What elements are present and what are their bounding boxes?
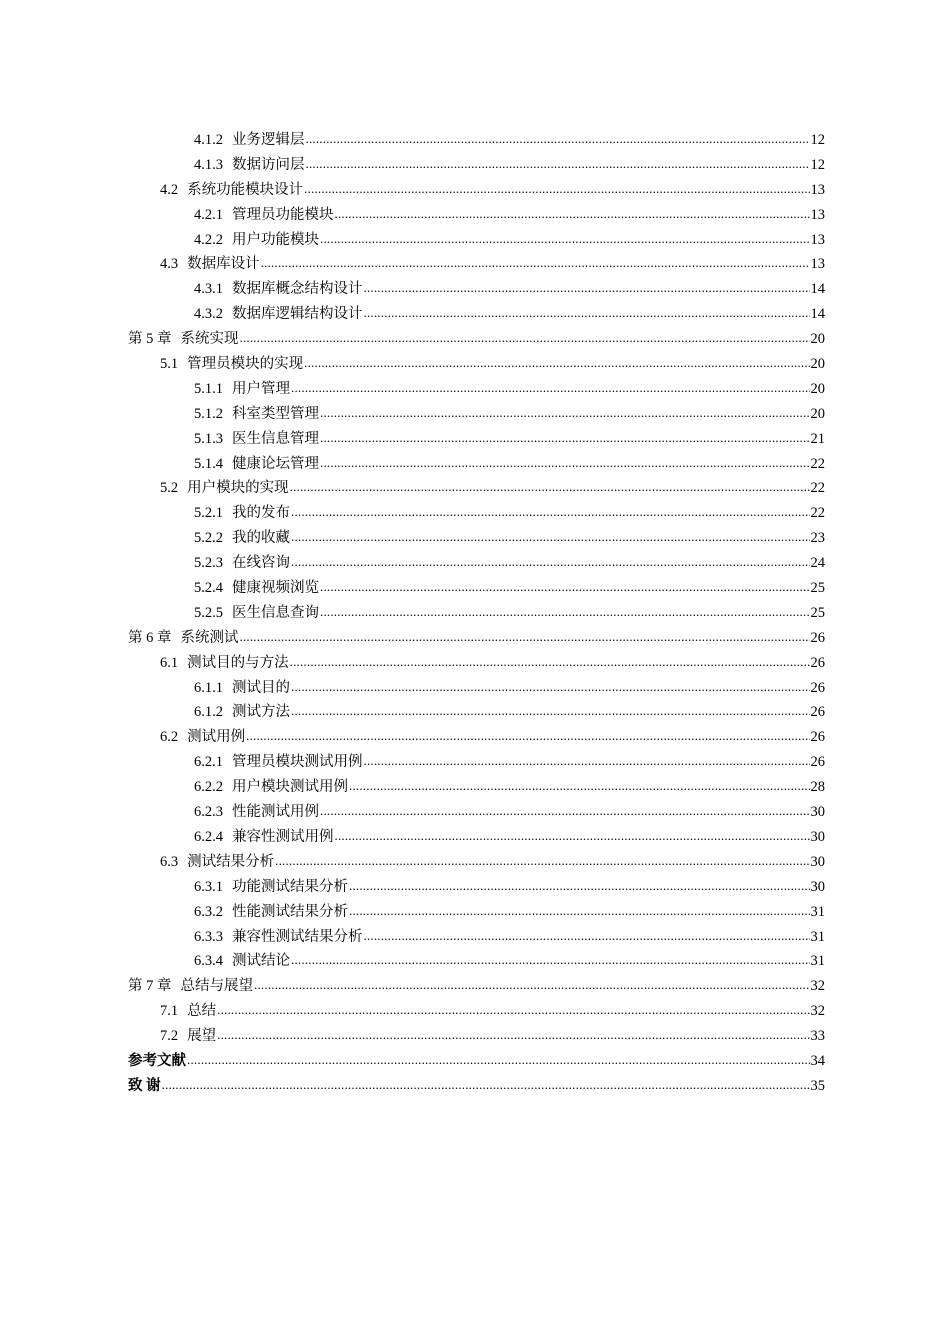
toc-entry-number: 第 6 章 (128, 629, 172, 646)
toc-entry-title: 医生信息管理 (232, 430, 319, 447)
toc-entry-title: 系统功能模块设计 (187, 181, 304, 198)
toc-entry-number: 5.2.1 (194, 505, 223, 522)
toc-entry[interactable] (128, 1074, 825, 1099)
toc-entry[interactable] (128, 327, 825, 352)
toc-entry-page-number: 30 (810, 878, 825, 895)
toc-entry-number: 4.1.3 (194, 156, 223, 173)
toc-dot-leader (304, 351, 809, 376)
toc-dot-leader (240, 625, 810, 650)
toc-entry[interactable] (128, 427, 825, 452)
toc-entry-title: 我的收藏 (232, 530, 290, 547)
toc-entry[interactable] (128, 551, 825, 576)
toc-entry-page-number: 30 (810, 853, 825, 870)
toc-entry-title: 测试用例 (187, 729, 246, 746)
toc-entry-page-number: 13 (810, 231, 825, 248)
toc-entry-page-number: 21 (810, 430, 825, 447)
toc-dot-leader (364, 301, 810, 326)
toc-entry-page-number: 20 (810, 356, 825, 373)
toc-entry-title: 兼容性测试结果分析 (232, 928, 363, 945)
toc-entry-title: 在线咨询 (232, 555, 290, 572)
toc-entry-page-number: 31 (810, 953, 825, 970)
toc-entry-title: 用户功能模块 (232, 231, 319, 248)
toc-dot-leader (254, 973, 810, 998)
toc-entry-page-number: 25 (810, 604, 825, 621)
toc-entry[interactable] (128, 676, 825, 701)
toc-dot-leader (290, 650, 810, 675)
toc-entry-page-number: 32 (810, 1003, 825, 1020)
toc-entry-page-number: 20 (810, 331, 825, 348)
toc-entry-title: 用户模块的实现 (187, 480, 289, 497)
toc-entry-title: 管理员功能模块 (232, 206, 334, 223)
toc-dot-leader (364, 276, 810, 301)
toc-entry-title: 展望 (187, 1028, 217, 1045)
toc-entry-page-number: 26 (810, 729, 825, 746)
toc-dot-leader (349, 899, 810, 924)
toc-entry[interactable] (128, 178, 825, 203)
toc-entry-title: 系统实现 (180, 331, 239, 348)
toc-entry-page-number: 25 (810, 580, 825, 597)
toc-entry-number: 4.3.2 (194, 306, 223, 323)
toc-entry-page-number: 22 (810, 455, 825, 472)
toc-dot-leader (349, 774, 810, 799)
toc-entry[interactable] (128, 1049, 825, 1074)
toc-entry-title: 数据访问层 (232, 156, 305, 173)
toc-entry-page-number: 13 (810, 256, 825, 273)
toc-entry-page-number: 26 (810, 654, 825, 671)
toc-entry[interactable] (128, 476, 825, 501)
toc-entry-number: 第 7 章 (128, 978, 172, 995)
toc-dot-leader (240, 326, 810, 351)
toc-entry[interactable] (128, 576, 825, 601)
toc-entry-page-number: 31 (810, 903, 825, 920)
toc-dot-leader (291, 550, 810, 575)
toc-entry-number: 5.1.2 (194, 405, 223, 422)
toc-entry-page-number: 24 (810, 555, 825, 572)
toc-entry-title: 科室类型管理 (232, 405, 319, 422)
toc-entry[interactable] (128, 228, 825, 253)
toc-entry-number: 6.2.1 (194, 754, 223, 771)
toc-entry[interactable] (128, 203, 825, 228)
toc-entry-page-number: 12 (810, 132, 825, 148)
toc-entry-number: 6.2.2 (194, 779, 223, 796)
toc-dot-leader (304, 177, 809, 202)
toc-entry-title: 致 谢 (128, 1077, 161, 1094)
toc-dot-leader (217, 1023, 809, 1048)
toc-entry-page-number: 14 (810, 306, 825, 323)
toc-entry[interactable] (128, 1024, 825, 1049)
toc-entry[interactable] (128, 925, 825, 950)
toc-entry-page-number: 30 (810, 804, 825, 821)
toc-dot-leader (364, 924, 810, 949)
toc-entry[interactable] (128, 601, 825, 626)
toc-entry-page-number: 23 (810, 530, 825, 547)
toc-entry-number: 7.1 (160, 1003, 179, 1020)
toc-entry-number: 第 5 章 (128, 331, 172, 348)
toc-entry-number: 5.2.3 (194, 555, 223, 572)
toc-entry[interactable] (128, 900, 825, 925)
toc-entry[interactable] (128, 949, 825, 974)
toc-entry-title: 健康论坛管理 (232, 455, 319, 472)
toc-entry-title: 用户管理 (232, 380, 290, 397)
toc-entry-number: 5.1.1 (194, 380, 223, 397)
toc-entry[interactable] (128, 875, 825, 900)
toc-entry[interactable] (128, 352, 825, 377)
toc-entry-title: 测试结论 (232, 953, 290, 970)
toc-dot-leader (306, 127, 810, 152)
toc-dot-leader (291, 376, 810, 401)
toc-entry-number: 5.1.3 (194, 430, 223, 447)
toc-entry-title: 业务逻辑层 (232, 132, 305, 148)
toc-entry-title: 管理员模块测试用例 (232, 754, 363, 771)
toc-entry-page-number: 22 (810, 480, 825, 497)
toc-entry-number: 4.2.1 (194, 206, 223, 223)
toc-entry-number: 6.2.3 (194, 804, 223, 821)
toc-entry-number: 7.2 (160, 1028, 179, 1045)
toc-dot-leader (320, 575, 810, 600)
toc-entry-number: 6.3.2 (194, 903, 223, 920)
toc-entry-number: 5.1.4 (194, 455, 223, 472)
toc-entry-number: 6.1 (160, 654, 179, 671)
toc-entry-number: 4.3.1 (194, 281, 223, 298)
toc-dot-leader (275, 849, 809, 874)
toc-entry-number: 6.3 (160, 853, 179, 870)
toc-entry[interactable] (128, 153, 825, 178)
toc-dot-leader (291, 525, 810, 550)
toc-dot-leader (187, 1048, 810, 1073)
toc-entry[interactable] (128, 825, 825, 850)
toc-entry[interactable] (128, 402, 825, 427)
toc-entry-title: 测试结果分析 (187, 853, 275, 870)
toc-entry-title: 参考文献 (128, 1052, 186, 1069)
toc-entry-title: 总结 (187, 1003, 217, 1020)
toc-entry-title: 测试目的 (232, 679, 290, 696)
toc-entry-number: 5.2 (160, 480, 179, 497)
toc-entry-title: 管理员模块的实现 (187, 356, 304, 373)
toc-entry-page-number: 12 (810, 156, 825, 173)
toc-dot-leader (261, 251, 810, 276)
toc-entry-title: 测试目的与方法 (187, 654, 289, 671)
toc-entry-number: 5.1 (160, 356, 179, 373)
toc-entry[interactable] (128, 725, 825, 750)
toc-entry-title: 数据库逻辑结构设计 (232, 306, 363, 323)
toc-entry-title: 功能测试结果分析 (232, 878, 348, 895)
toc-dot-leader (320, 799, 810, 824)
toc-entry-page-number: 22 (810, 505, 825, 522)
toc-entry[interactable] (128, 252, 825, 277)
toc-entry[interactable] (128, 651, 825, 676)
toc-dot-leader (290, 475, 810, 500)
toc-dot-leader (349, 874, 810, 899)
toc-entry-title: 我的发布 (232, 505, 290, 522)
toc-entry-page-number: 13 (810, 181, 825, 198)
toc-entry[interactable] (128, 626, 825, 651)
toc-entry-title: 测试方法 (232, 704, 290, 721)
toc-entry-number: 6.2 (160, 729, 179, 746)
toc-entry-page-number: 20 (810, 405, 825, 422)
toc-entry-number: 4.2 (160, 181, 179, 198)
toc-entry-number: 6.3.1 (194, 878, 223, 895)
toc-entry-page-number: 35 (810, 1077, 825, 1094)
toc-entry-page-number: 26 (810, 679, 825, 696)
toc-dot-leader (217, 998, 809, 1023)
toc-entry-number: 6.3.3 (194, 928, 223, 945)
toc-entry-number: 4.3 (160, 256, 179, 273)
toc-entry-number: 6.3.4 (194, 953, 223, 970)
toc-entry[interactable] (128, 302, 825, 327)
toc-entry-title: 健康视频浏览 (232, 580, 319, 597)
toc-entry-page-number: 34 (810, 1052, 825, 1069)
toc-dot-leader (320, 227, 810, 252)
toc-entry-page-number: 28 (810, 779, 825, 796)
toc-entry[interactable] (128, 775, 825, 800)
toc-dot-leader (335, 202, 810, 227)
toc-entry-number: 5.2.2 (194, 530, 223, 547)
toc-entry-page-number: 13 (810, 206, 825, 223)
toc-entry-title: 系统测试 (180, 629, 239, 646)
toc-entry-page-number: 14 (810, 281, 825, 298)
toc-entry-page-number: 32 (810, 978, 825, 995)
toc-entry-page-number: 20 (810, 380, 825, 397)
toc-entry-title: 总结与展望 (180, 978, 253, 995)
toc-dot-leader (291, 500, 810, 525)
toc-dot-leader (291, 948, 810, 973)
toc-entry[interactable] (128, 128, 825, 153)
toc-entry-number: 6.2.4 (194, 828, 223, 845)
toc-entry-number: 4.1.2 (194, 132, 223, 148)
toc-entry[interactable] (128, 999, 825, 1024)
toc-entry-title: 用户模块测试用例 (232, 779, 348, 796)
toc-entry-title: 性能测试用例 (232, 804, 319, 821)
toc-entry-number: 6.1.2 (194, 704, 223, 721)
toc-entry[interactable] (128, 750, 825, 775)
toc-entry-title: 兼容性测试用例 (232, 828, 334, 845)
table-of-contents (128, 128, 825, 1099)
toc-dot-leader (335, 824, 810, 849)
toc-entry[interactable] (128, 974, 825, 999)
toc-entry[interactable] (128, 501, 825, 526)
toc-dot-leader (320, 401, 810, 426)
toc-dot-leader (364, 749, 810, 774)
toc-dot-leader (320, 426, 810, 451)
toc-dot-leader (162, 1073, 810, 1098)
toc-entry-page-number: 31 (810, 928, 825, 945)
toc-entry-page-number: 33 (810, 1028, 825, 1045)
toc-entry-number: 6.1.1 (194, 679, 223, 696)
toc-entry[interactable] (128, 800, 825, 825)
toc-entry-title: 数据库概念结构设计 (232, 281, 363, 298)
toc-dot-leader (320, 600, 810, 625)
toc-entry-page-number: 26 (810, 629, 825, 646)
toc-dot-leader (306, 152, 810, 177)
toc-dot-leader (291, 675, 810, 700)
toc-entry-title: 数据库设计 (187, 256, 260, 273)
toc-entry[interactable] (128, 452, 825, 477)
toc-dot-leader (246, 724, 809, 749)
toc-dot-leader (320, 451, 810, 476)
toc-entry[interactable] (128, 526, 825, 551)
toc-entry-page-number: 26 (810, 754, 825, 771)
toc-entry-number: 5.2.5 (194, 604, 223, 621)
toc-entry-title: 医生信息查询 (232, 604, 319, 621)
toc-entry-number: 4.2.2 (194, 231, 223, 248)
toc-entry-page-number: 30 (810, 828, 825, 845)
toc-entry-number: 5.2.4 (194, 580, 223, 597)
toc-entry[interactable] (128, 850, 825, 875)
toc-entry[interactable] (128, 377, 825, 402)
toc-entry-title: 性能测试结果分析 (232, 903, 348, 920)
toc-entry-page-number: 26 (810, 704, 825, 721)
toc-entry[interactable] (128, 700, 825, 725)
toc-dot-leader (291, 699, 810, 724)
toc-entry[interactable] (128, 277, 825, 302)
